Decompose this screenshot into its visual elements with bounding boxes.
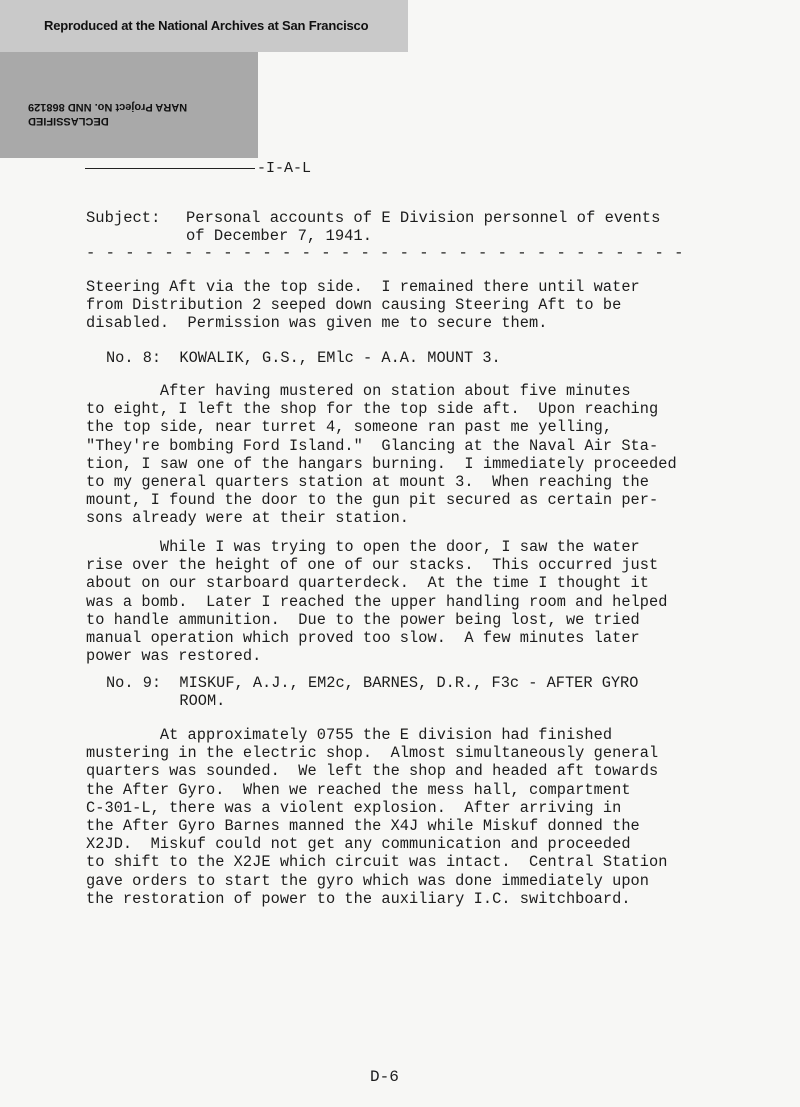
text-line: At approximately 0755 the E division had finished: [86, 726, 613, 744]
text-line: the After Gyro Barnes manned the X4J while Miskuf donned the: [86, 817, 640, 836]
text-line: After having mustered on station about five minutes: [86, 382, 631, 400]
text-line: to handle ammunition. Due to the power being lost, we tried: [86, 610, 640, 629]
text-line: was a bomb. Later I reached the upper handling room and helped: [86, 592, 668, 611]
classification-text: -I-A-L: [257, 160, 312, 177]
text-line: While I was trying to open the door, I saw the water: [86, 538, 640, 556]
archives-stamp-text: Reproduced at the National Archives at San Francisco: [44, 18, 369, 33]
declassified-label: DECLASSIFIED: [28, 115, 109, 127]
text-line: rise over the height of one of our stacks. This occurred just: [86, 556, 659, 575]
text-line: the top side, near turret 4, someone ran past me yelling,: [86, 418, 613, 437]
text-line: disabled. Permission was given me to secure them.: [86, 314, 548, 333]
subject-line-2: of December 7, 1941.: [186, 227, 373, 245]
page-number: D-6: [370, 1068, 399, 1086]
text-line: to my general quarters station at mount 3. When reaching the: [86, 473, 650, 492]
text-line: to eight, I left the shop for the top side aft. Upon reaching: [86, 400, 659, 419]
text-line: to shift to the X2JE which circuit was intact. Central Station: [86, 853, 668, 872]
text-line: from Distribution 2 seeped down causing Steering Aft to be: [86, 296, 622, 315]
text-line: the restoration of power to the auxiliary I.C. switchboard.: [86, 889, 631, 908]
text-line: C-301-L, there was a violent explosion. After arriving in: [86, 798, 622, 817]
text-line: quarters was sounded. We left the shop and headed aft towards: [86, 762, 659, 781]
text-line: Steering Aft via the top side. I remained there until water: [86, 278, 640, 296]
intro-paragraph: [86, 278, 640, 333]
section-heading-no9: No. 9: MISKUF, A.J., EM2c, BARNES, D.R., F3c - AFTER GYRO ROOM.: [106, 674, 639, 710]
archives-stamp: [0, 0, 408, 52]
text-line: "They're bombing Ford Island." Glancing at the Naval Air Sta-: [86, 436, 659, 455]
subject-label: Subject:: [86, 209, 161, 227]
subject-line-1: Personal accounts of E Division personnel of events: [186, 209, 661, 227]
text-line: the After Gyro. When we reached the mess hall, compartment: [86, 780, 631, 799]
text-line: X2JD. Miskuf could not get any communication and proceeded: [86, 835, 631, 854]
dashed-separator: - - - - - - - - - - - - - - - - - - - - - - - - - - - - - - -: [86, 244, 684, 262]
section-no8-paragraph-1: [86, 382, 677, 528]
text-line: mustering in the electric shop. Almost simultaneously general: [86, 744, 659, 763]
text-line: about on our starboard quarterdeck. At the time I thought it: [86, 574, 650, 593]
text-line: sons already were at their station.: [86, 509, 410, 528]
text-line: power was restored.: [86, 647, 262, 666]
subject-block: [86, 209, 660, 245]
section-no8-paragraph-2: [86, 538, 667, 665]
text-line: mount, I found the door to the gun pit secured as certain per-: [86, 491, 659, 510]
text-line: tion, I saw one of the hangars burning. I immediately proceeded: [86, 454, 677, 473]
classification-header: [85, 160, 311, 177]
nara-project-number: NARA Project No. NND 868129: [28, 101, 188, 113]
declassified-stamp: [0, 52, 258, 158]
text-line: gave orders to start the gyro which was done immediately upon: [86, 871, 650, 890]
section-heading-no8: No. 8: KOWALIK, G.S., EMlc - A.A. MOUNT 3.: [106, 349, 501, 367]
section-no9-paragraph-1: [86, 726, 667, 908]
redaction-rule: [85, 168, 255, 169]
text-line: manual operation which proved too slow. A few minutes later: [86, 629, 640, 648]
